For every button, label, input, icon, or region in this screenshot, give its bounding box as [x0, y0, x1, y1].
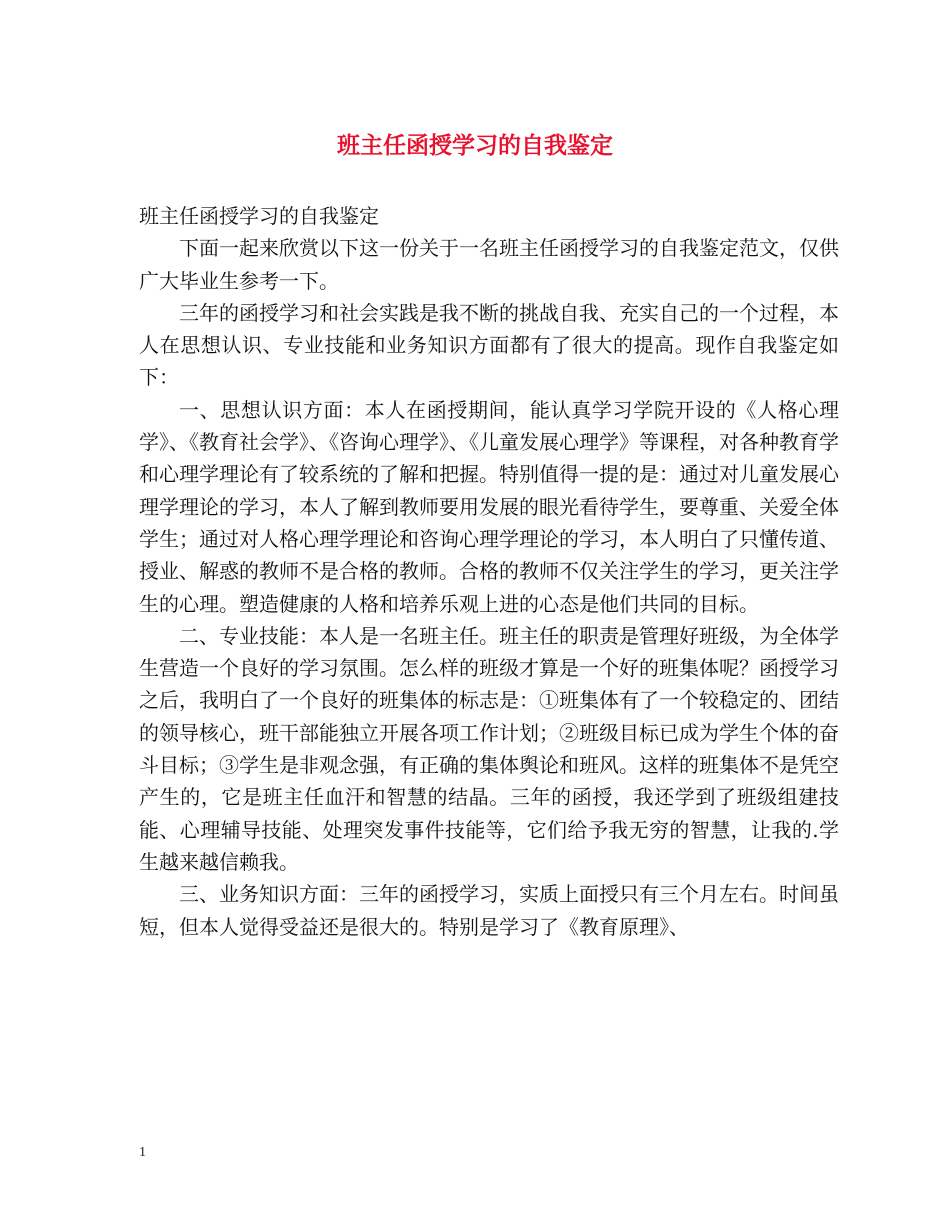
- section-skills-paragraph: 二、专业技能：本人是一名班主任。班主任的职责是管理好班级，为全体学生营造一个良好的学习氛围。怎么样的班级才算是一个好的班集体呢？函授学习之后，我明白了一个良好的班集体的标志是：①班集体有了一个较稳定的、团结的领导核心，班干部能独立开展各项工作计划；②班级目标已成为学生个体的奋斗目标；③学生是非观念强，有正确的集体舆论和班风。这样的班集体不是凭空产生的，它是班主任血汗和智慧的结晶。三年的函授，我还学到了班级组建技能、心理辅导技能、处理突发事件技能等，它们给予我无穷的智慧，让我的.学生越来越信赖我。: [139, 623, 839, 874]
- subtitle-paragraph: 班主任函授学习的自我鉴定: [139, 204, 379, 228]
- document-body: [139, 200, 839, 943]
- overview-paragraph: 三年的函授学习和社会实践是我不断的挑战自我、充实自己的一个过程，本人在思想认识、专业技能和业务知识方面都有了很大的提高。现作自我鉴定如下：: [139, 300, 839, 390]
- section-knowledge-paragraph: 三、业务知识方面：三年的函授学习，实质上面授只有三个月左右。时间虽短，但本人觉得受益还是很大的。特别是学习了《教育原理》、: [139, 882, 839, 939]
- intro-paragraph: 下面一起来欣赏以下这一份关于一名班主任函授学习的自我鉴定范文，仅供广大毕业生参考一下。: [139, 236, 839, 293]
- document-title: 班主任函授学习的自我鉴定: [337, 132, 613, 159]
- page-number: 1: [139, 1145, 146, 1160]
- section-thought-paragraph: 一、思想认识方面：本人在函授期间，能认真学习学院开设的《人格心理学》、《教育社会学》、《咨询心理学》、《儿童发展心理学》等课程，对各种教育学和心理学理论有了较系统的了解和把握。特别值得一提的是：通过对儿童发展心理学理论的学习，本人了解到教师要用发展的眼光看待学生，要尊重、关爱全体学生；通过对人格心理学理论和咨询心理学理论的学习，本人明白了只懂传道、授业、解惑的教师不是合格的教师。合格的教师不仅关注学生的学习，更关注学生的心理。塑造健康的人格和培养乐观上进的心态是他们共同的目标。: [139, 397, 839, 616]
